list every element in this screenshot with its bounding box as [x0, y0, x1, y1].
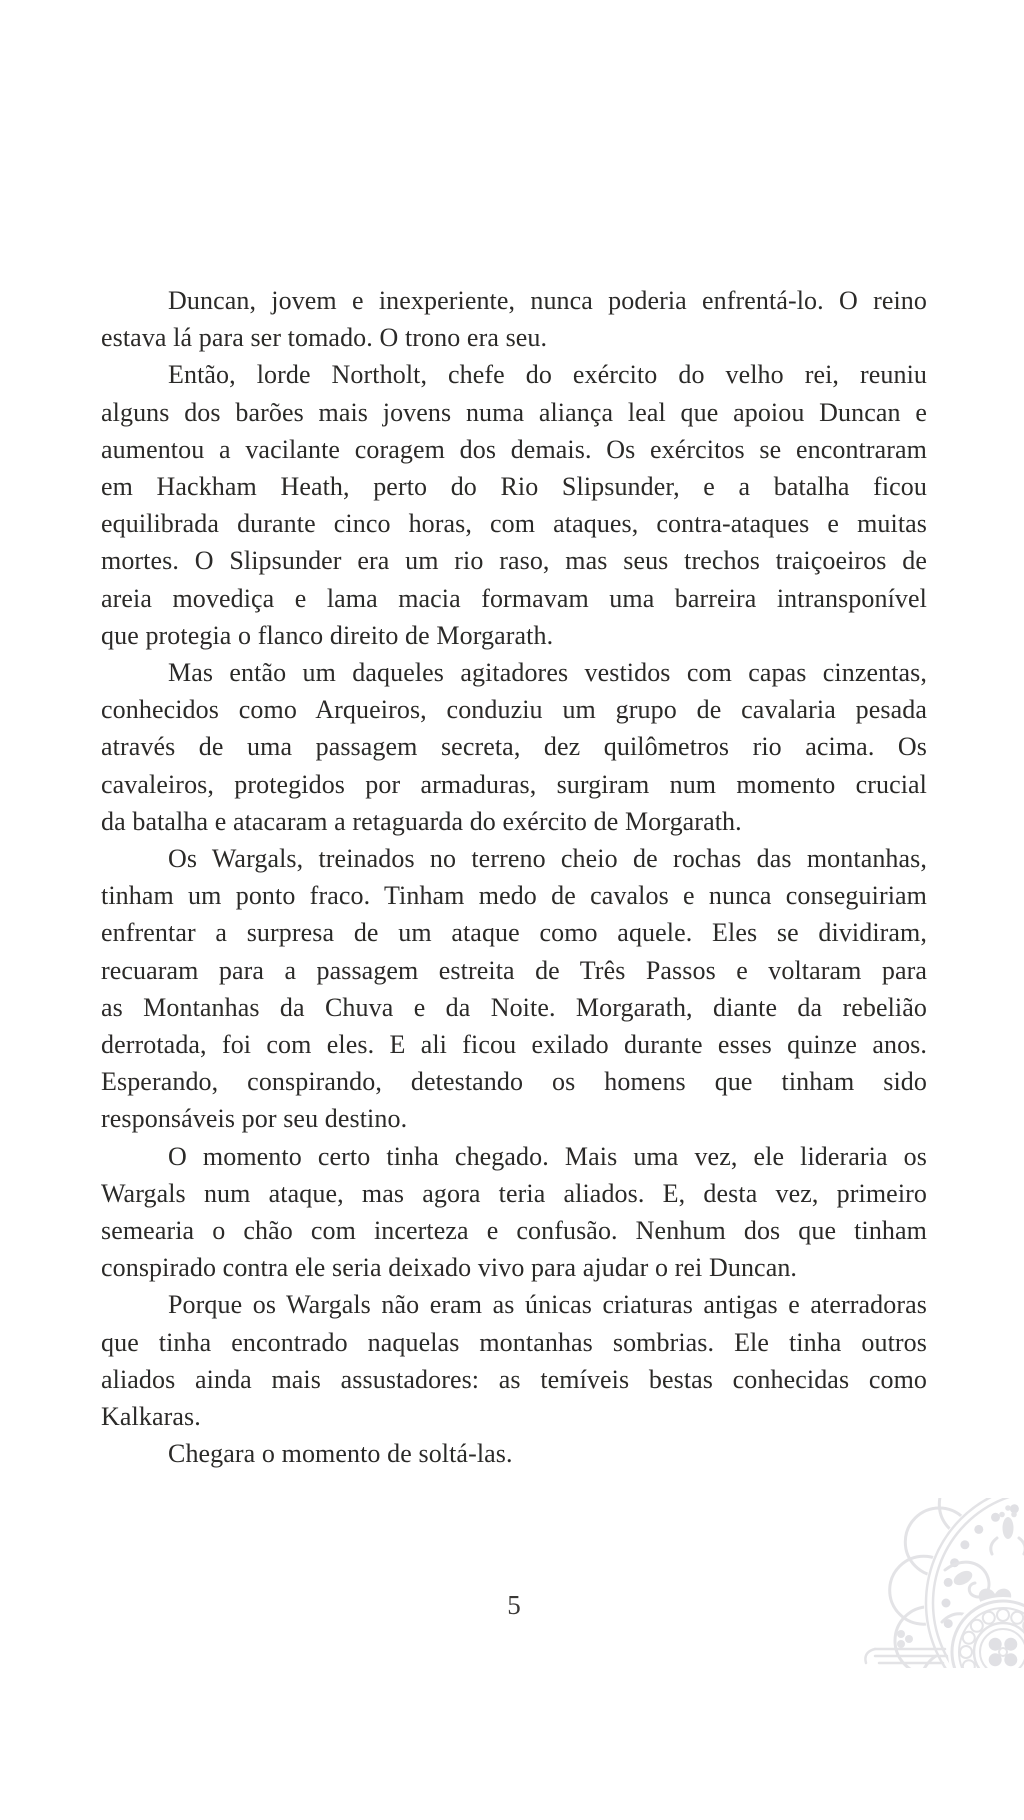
text-line: Então, lorde Northolt, chefe do exército do velho rei, reuniu	[168, 360, 927, 390]
text-line: tinham um ponto fraco. Tinham medo de cavalos e nunca conseguiriam	[101, 881, 927, 911]
text-line: derrotada, foi com eles. E ali ficou exilado durante esses quinze anos.	[101, 1030, 927, 1060]
text-line: areia movediça e lama macia formavam uma barreira intransponível	[101, 583, 927, 613]
text-line: O momento certo tinha chegado. Mais uma vez, ele lideraria os	[168, 1141, 927, 1171]
text-line: da batalha e atacaram a retaguarda do exército de Morgarath.	[101, 806, 742, 836]
paragraph	[101, 1435, 927, 1472]
text-line: semearia o chão com incerteza e confusão. Nenhum dos que tinham	[101, 1216, 927, 1246]
text-line: equilibrada durante cinco horas, com ataques, contra-ataques e muitas	[101, 509, 927, 539]
text-line: conhecidos como Arqueiros, conduziu um grupo de cavalaria pesada	[101, 695, 927, 725]
paragraph	[101, 1286, 927, 1435]
text-line: Mas então um daqueles agitadores vestidos com capas cinzentas,	[168, 658, 927, 688]
text-line: em Hackham Heath, perto do Rio Slipsunder, e a batalha ficou	[101, 472, 927, 502]
text-line: as Montanhas da Chuva e da Noite. Morgarath, diante da rebelião	[101, 992, 927, 1022]
text-line: alguns dos barões mais jovens numa aliança leal que apoiou Duncan e	[101, 397, 927, 427]
text-line: Porque os Wargals não eram as únicas criaturas antigas e aterradoras	[168, 1290, 927, 1320]
text-line: que tinha encontrado naquelas montanhas sombrias. Ele tinha outros	[101, 1327, 927, 1357]
text-line: conspirado contra ele seria deixado vivo para ajudar o rei Duncan.	[101, 1253, 798, 1283]
text-line: Kalkaras.	[101, 1402, 201, 1432]
paragraph	[101, 840, 927, 1138]
text-line: Os Wargals, treinados no terreno cheio de rochas das montanhas,	[168, 844, 927, 874]
paragraph	[101, 654, 927, 840]
text-line: Esperando, conspirando, detestando os homens que tinham sido	[101, 1067, 927, 1097]
text-line: mortes. O Slipsunder era um rio raso, mas seus trechos traiçoeiros de	[101, 546, 927, 576]
text-line: Chegara o momento de soltá-las.	[168, 1439, 513, 1469]
text-line: aliados ainda mais assustadores: as temíveis bestas conhecidas como	[101, 1364, 927, 1394]
page-number: 5	[507, 1590, 521, 1620]
text-line: que protegia o flanco direito de Morgarath.	[101, 620, 554, 650]
text-line: aumentou a vacilante coragem dos demais. Os exércitos se encontraram	[101, 434, 927, 464]
text-line: estava lá para ser tomado. O trono era seu.	[101, 323, 548, 353]
paragraph	[101, 1138, 927, 1287]
text-line: enfrentar a surpresa de um ataque como aquele. Eles se dividiram,	[101, 918, 927, 948]
body-text	[101, 282, 927, 1473]
text-line: Wargals num ataque, mas agora teria aliados. E, desta vez, primeiro	[101, 1178, 927, 1208]
text-line: recuaram para a passagem estreita de Três Passos e voltaram para	[101, 955, 927, 985]
text-line: Duncan, jovem e inexperiente, nunca poderia enfrentá-lo. O reino	[168, 286, 927, 315]
mandala-ornament-icon	[845, 1498, 1024, 1668]
corner-ornament	[845, 1498, 1024, 1668]
paragraph	[101, 356, 927, 654]
paragraph	[101, 282, 927, 356]
text-line: responsáveis por seu destino.	[101, 1104, 408, 1134]
text-line: através de uma passagem secreta, dez quilômetros rio acima. Os	[101, 732, 927, 762]
text-line: cavaleiros, protegidos por armaduras, surgiram num momento crucial	[101, 769, 927, 799]
